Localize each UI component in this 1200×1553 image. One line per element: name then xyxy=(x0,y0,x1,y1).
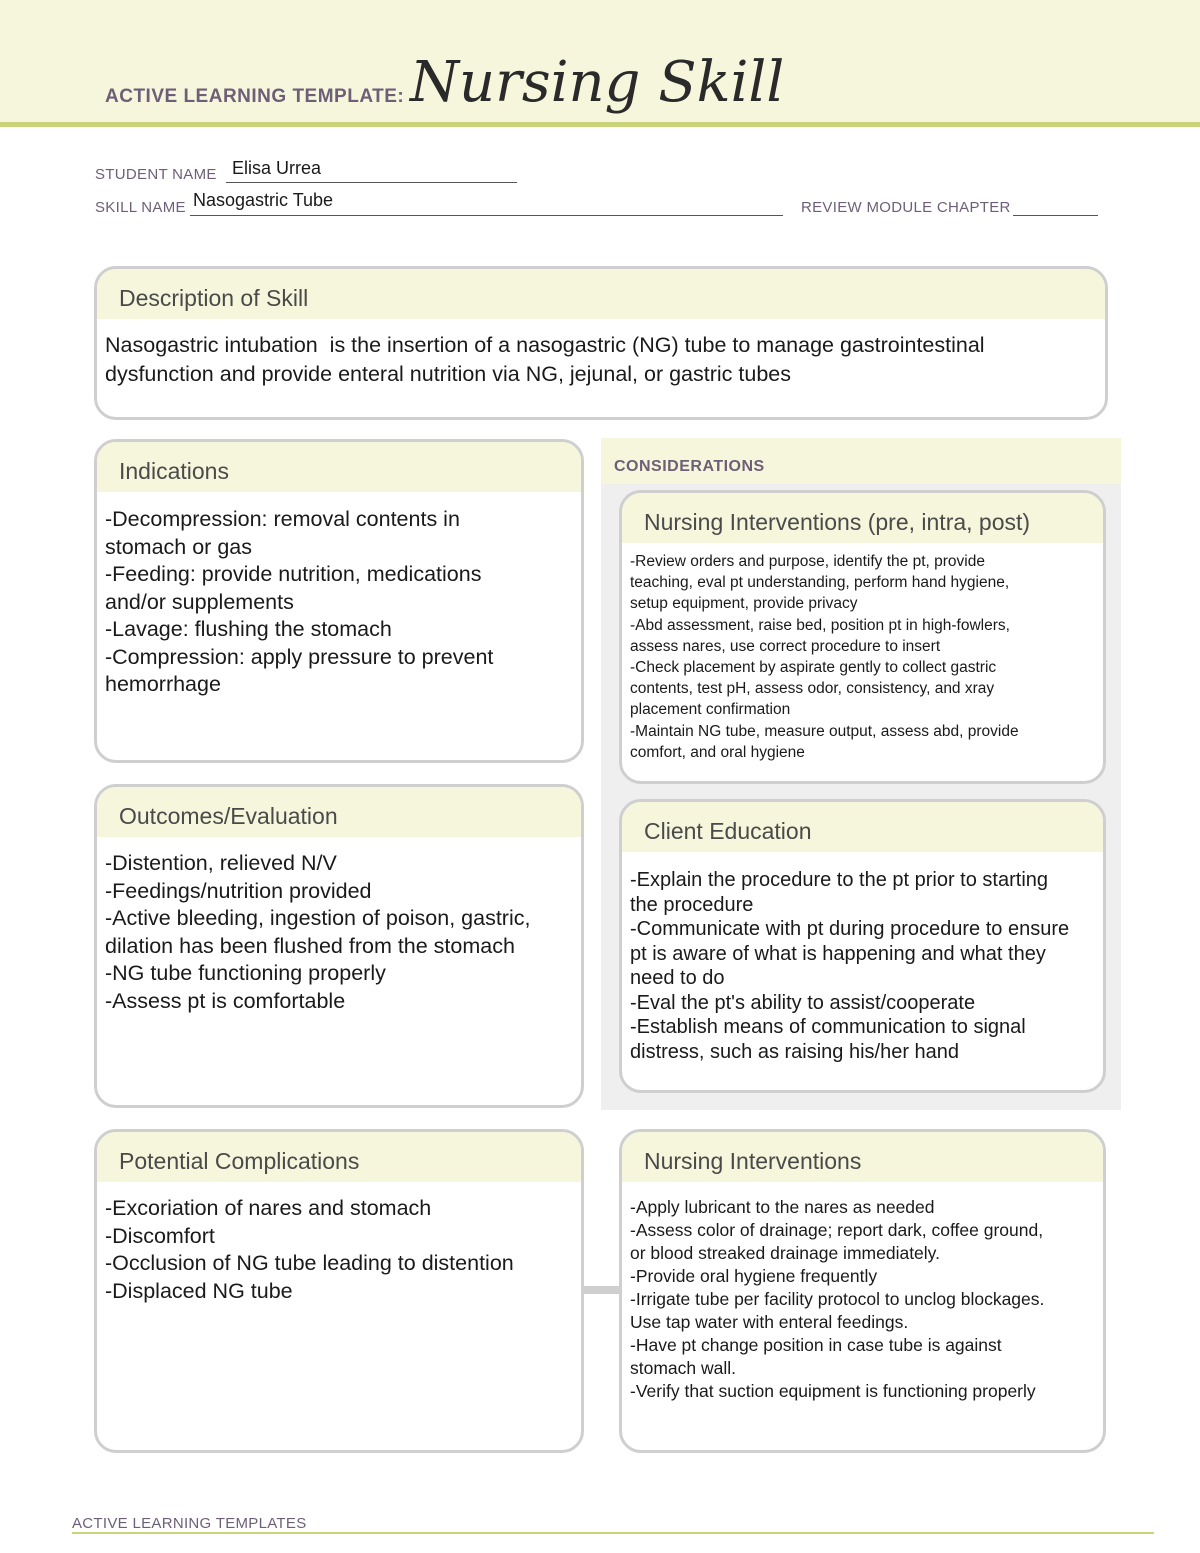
nursing-interventions-line: -Assess color of drainage; report dark, coffee ground, xyxy=(630,1220,1044,1240)
student-name-value[interactable]: Elisa Urrea xyxy=(232,158,322,178)
complications-title: Potential Complications xyxy=(97,1132,581,1182)
box-connector xyxy=(582,1286,622,1294)
nursing-interventions-pip-line: -Maintain NG tube, measure output, assess abd, provide xyxy=(630,722,1019,740)
description-line: Nasogastric intubation is the insertion of a nasogastric (NG) tube to manage gastrointestinal xyxy=(105,333,985,357)
outcomes-line: -Distention, relieved N/V xyxy=(105,851,337,875)
client-education-line: -Explain the procedure to the pt prior to starting xyxy=(630,869,1049,891)
footer-rule xyxy=(72,1532,1154,1534)
nursing-interventions-line: -Apply lubricant to the nares as needed xyxy=(630,1197,935,1217)
indications-box xyxy=(94,439,584,763)
indications-title: Indications xyxy=(97,442,581,492)
nursing-interventions-line: stomach wall. xyxy=(630,1358,737,1378)
footer-text: ACTIVE LEARNING TEMPLATES xyxy=(72,1515,307,1532)
client-education-title: Client Education xyxy=(622,802,1103,852)
complications-line: -Displaced NG tube xyxy=(105,1278,293,1303)
client-education-line: -Communicate with pt during procedure to ensure xyxy=(630,918,1070,940)
nursing-interventions-pip-line: teaching, eval pt understanding, perform hand hygiene, xyxy=(630,574,1010,592)
outcomes-box xyxy=(94,784,584,1108)
client-education-box xyxy=(619,799,1106,1093)
considerations-label: CONSIDERATIONS xyxy=(614,458,765,475)
nursing-interventions-line: Use tap water with enteral feedings. xyxy=(630,1312,909,1332)
outcomes-line: -Feedings/nutrition provided xyxy=(105,878,372,903)
nursing-interventions-box xyxy=(619,1129,1106,1453)
nursing-interventions-line: -Have pt change position in case tube is against xyxy=(630,1335,1002,1355)
outcomes-line: dilation has been flushed from the stomach xyxy=(105,933,515,958)
outcomes-body xyxy=(97,837,581,1015)
client-education-body xyxy=(622,852,1103,1064)
complications-body xyxy=(97,1182,581,1305)
complications-line: -Occlusion of NG tube leading to distention xyxy=(105,1251,514,1275)
nursing-interventions-line: -Verify that suction equipment is functioning properly xyxy=(630,1381,1036,1401)
client-education-line: distress, such as raising his/her hand xyxy=(630,1040,960,1063)
nursing-interventions-pip-line: comfort, and oral hygiene xyxy=(630,743,805,761)
client-education-line: the procedure xyxy=(630,893,754,916)
complications-line: -Discomfort xyxy=(105,1223,215,1248)
indications-line: -Lavage: flushing the stomach xyxy=(105,617,392,641)
complications-box xyxy=(94,1129,584,1453)
nursing-interventions-pip-line: -Check placement by aspirate gently to collect gastric xyxy=(630,659,997,677)
indications-line: stomach or gas xyxy=(105,534,252,559)
description-body xyxy=(97,319,1105,389)
student-name-label: STUDENT NAME xyxy=(95,166,217,183)
nursing-interventions-pip-line: -Abd assessment, raise bed, position pt in high-fowlers, xyxy=(630,616,1010,634)
review-module-line[interactable] xyxy=(1013,197,1098,216)
indications-line: -Feeding: provide nutrition, medications xyxy=(105,562,482,586)
page-title: Nursing Skill xyxy=(410,50,785,115)
outcomes-title: Outcomes/Evaluation xyxy=(97,787,581,837)
outcomes-line: -Active bleeding, ingestion of poison, gastric, xyxy=(105,906,531,930)
nursing-interventions-line: -Provide oral hygiene frequently xyxy=(630,1266,878,1286)
template-label: ACTIVE LEARNING TEMPLATE: xyxy=(105,86,405,107)
nursing-interventions-pip-line: contents, test pH, assess odor, consistency, and xray xyxy=(630,680,995,698)
nursing-interventions-pip-title: Nursing Interventions (pre, intra, post) xyxy=(622,493,1103,543)
description-line: dysfunction and provide enteral nutrition via NG, jejunal, or gastric tubes xyxy=(105,362,791,386)
nursing-interventions-line: or blood streaked drainage immediately. xyxy=(630,1243,940,1263)
review-module-label: REVIEW MODULE CHAPTER xyxy=(801,199,1011,216)
nursing-interventions-pip-line: setup equipment, provide privacy xyxy=(630,595,858,613)
client-education-line: -Establish means of communication to signal xyxy=(630,1016,1026,1038)
complications-line: -Excoriation of nares and stomach xyxy=(105,1196,432,1220)
nursing-interventions-pip-body xyxy=(622,543,1103,763)
nursing-interventions-title: Nursing Interventions xyxy=(622,1132,1103,1182)
client-education-line: need to do xyxy=(630,967,725,989)
nursing-interventions-line: -Irrigate tube per facility protocol to unclog blockages. xyxy=(630,1289,1045,1309)
outcomes-line: -NG tube functioning properly xyxy=(105,961,386,985)
nursing-interventions-pip-box xyxy=(619,490,1106,784)
indications-line: and/or supplements xyxy=(105,589,294,614)
client-education-line: -Eval the pt's ability to assist/cooperate xyxy=(630,991,976,1014)
indications-line: hemorrhage xyxy=(105,672,221,696)
nursing-interventions-body xyxy=(622,1182,1103,1403)
indications-line: -Decompression: removal contents in xyxy=(105,507,460,531)
indications-line: -Compression: apply pressure to prevent xyxy=(105,644,494,669)
nursing-interventions-pip-line: placement confirmation xyxy=(630,701,791,719)
description-title: Description of Skill xyxy=(97,269,1105,319)
client-education-line: pt is aware of what is happening and what they xyxy=(630,942,1046,965)
skill-name-value[interactable]: Nasogastric Tube xyxy=(193,190,334,210)
skill-name-label: SKILL NAME xyxy=(95,199,186,216)
indications-body xyxy=(97,492,581,699)
nursing-interventions-pip-line: assess nares, use correct procedure to insert xyxy=(630,637,941,655)
nursing-interventions-pip-line: -Review orders and purpose, identify the pt, provide xyxy=(630,553,985,570)
outcomes-line: -Assess pt is comfortable xyxy=(105,988,346,1013)
description-box xyxy=(94,266,1108,420)
